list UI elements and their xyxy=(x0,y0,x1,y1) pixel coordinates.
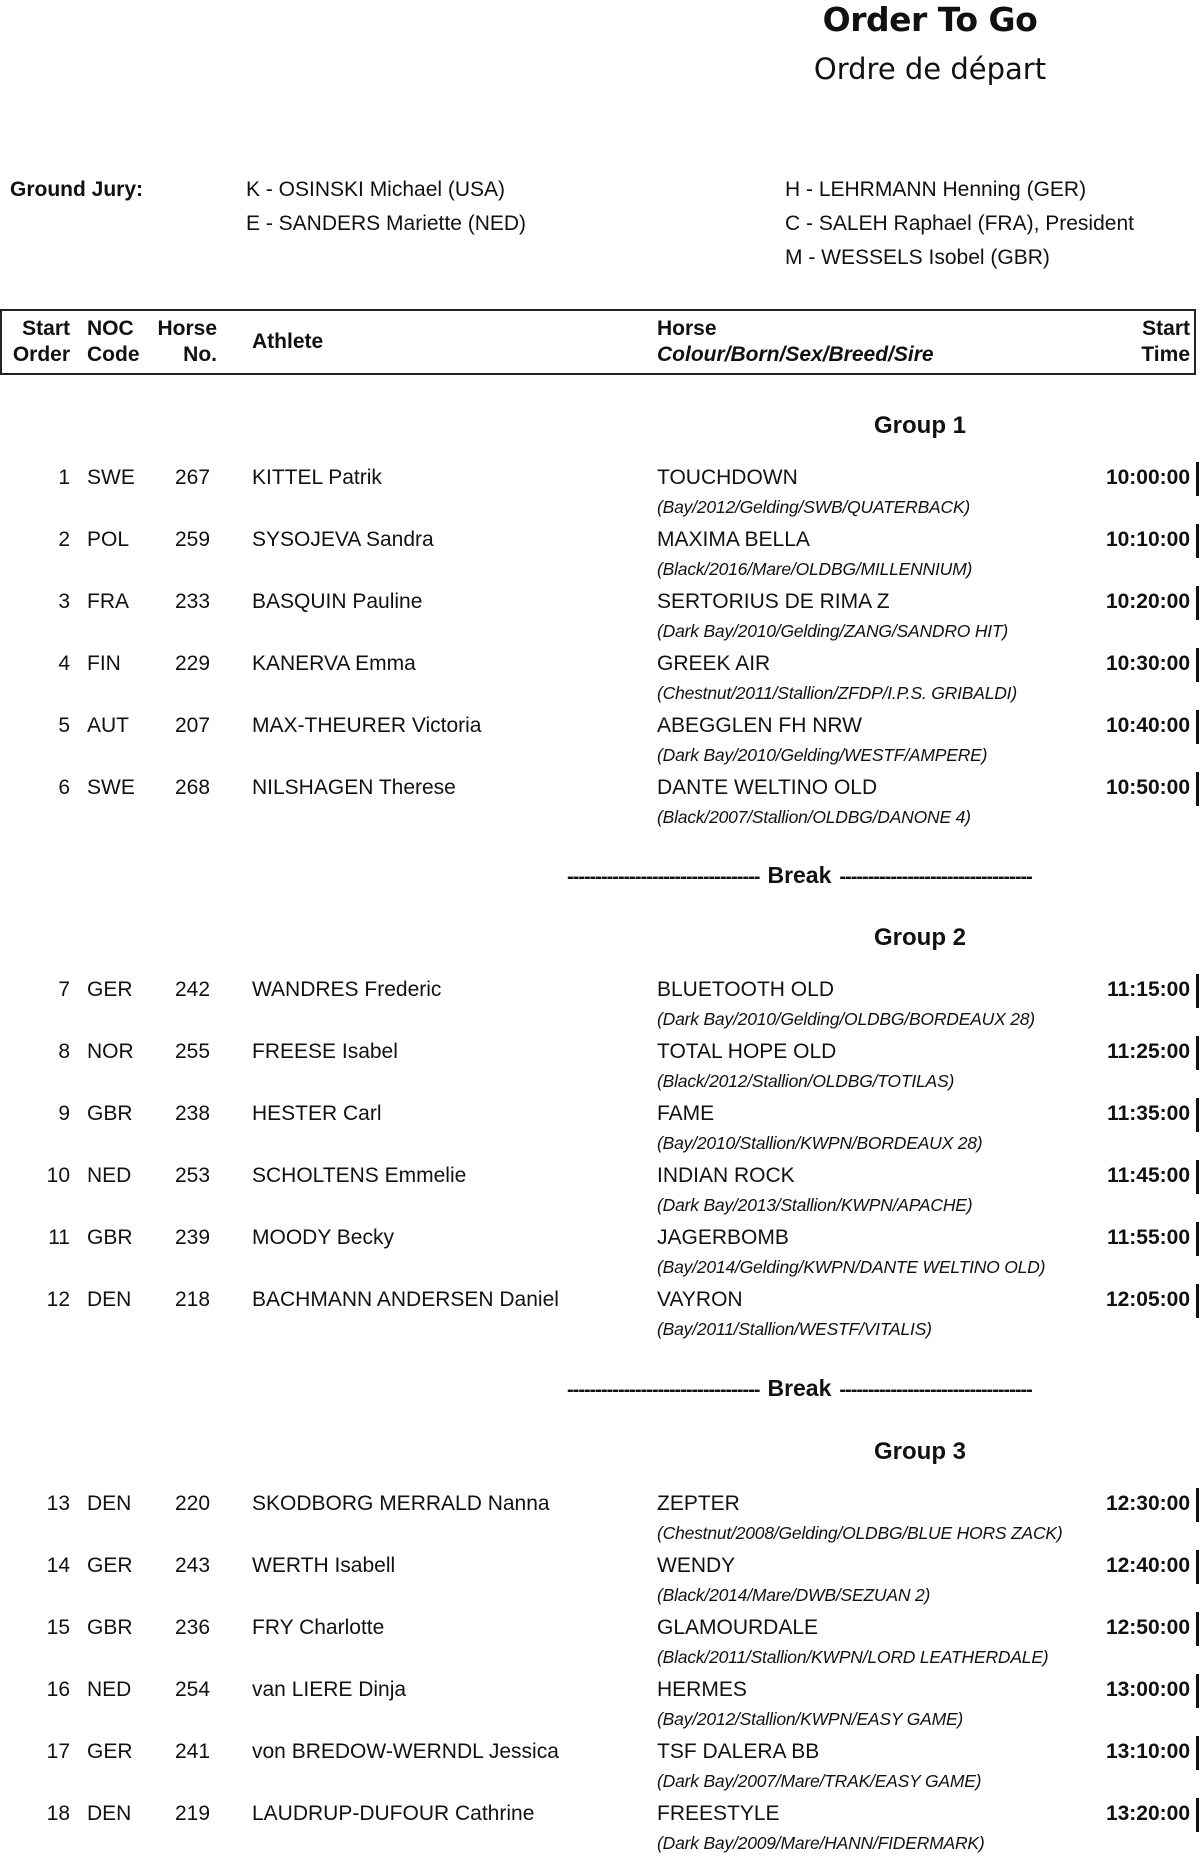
horse-number: 259 xyxy=(175,528,211,551)
horse-name: FREESTYLE xyxy=(657,1802,780,1825)
athlete-name: BASQUIN Pauline xyxy=(252,590,423,613)
break-dashes: ---------------------------------- xyxy=(567,866,760,888)
break-dashes: ---------------------------------- xyxy=(839,866,1032,888)
start-order: 16 xyxy=(46,1678,70,1701)
horse-details: (Chestnut/2011/Stallion/ZFDP/I.P.S. GRIBALDI) xyxy=(657,683,1017,703)
athlete-name: SKODBORG MERRALD Nanna xyxy=(252,1492,550,1515)
row-marker-bar xyxy=(1196,1798,1199,1832)
start-list-row xyxy=(0,528,1200,590)
athlete-name: LAUDRUP-DUFOUR Cathrine xyxy=(252,1802,535,1825)
noc-code: SWE xyxy=(87,776,135,799)
start-time: 12:05:00 xyxy=(1105,1288,1190,1311)
jury-member: M - WESSELS Isobel (GBR) xyxy=(785,246,1050,269)
athlete-name: von BREDOW-WERNDL Jessica xyxy=(252,1740,559,1763)
page-title: Order To Go xyxy=(822,0,1038,39)
noc-code: GBR xyxy=(87,1616,133,1639)
column-header-line: Horse xyxy=(657,317,717,340)
jury-member: C - SALEH Raphael (FRA), President xyxy=(785,212,1134,235)
row-marker-bar xyxy=(1196,1098,1199,1132)
horse-number: 253 xyxy=(175,1164,211,1187)
column-header-start-time xyxy=(1141,316,1190,368)
horse-number: 241 xyxy=(175,1740,211,1763)
start-list-row xyxy=(0,1226,1200,1288)
horse-name: JAGERBOMB xyxy=(657,1226,789,1249)
horse-name: WENDY xyxy=(657,1554,736,1577)
break-label: Break xyxy=(767,862,832,888)
athlete-name: van LIERE Dinja xyxy=(252,1678,407,1701)
athlete-name: SYSOJEVA Sandra xyxy=(252,528,434,551)
start-list-row xyxy=(0,1678,1200,1740)
noc-code: SWE xyxy=(87,466,135,489)
break-divider xyxy=(567,862,1200,889)
horse-details: (Black/2007/Stallion/OLDBG/DANONE 4) xyxy=(657,807,971,827)
start-list-row xyxy=(0,1740,1200,1802)
column-header-line: No. xyxy=(183,343,217,366)
start-order: 11 xyxy=(48,1226,70,1249)
start-order: 13 xyxy=(46,1492,70,1515)
horse-name: ABEGGLEN FH NRW xyxy=(657,714,862,737)
start-time: 13:20:00 xyxy=(1105,1802,1190,1825)
row-marker-bar xyxy=(1196,648,1199,682)
start-time: 11:55:00 xyxy=(1107,1226,1190,1249)
group-label: Group 2 xyxy=(873,924,966,951)
horse-details: (Chestnut/2008/Gelding/OLDBG/BLUE HORS ZACK) xyxy=(657,1523,1063,1543)
noc-code: NED xyxy=(87,1678,132,1701)
horse-details: (Dark Bay/2009/Mare/HANN/FIDERMARK) xyxy=(657,1833,985,1853)
start-order: 2 xyxy=(58,528,70,551)
start-order: 4 xyxy=(58,652,70,675)
horse-number: 254 xyxy=(175,1678,211,1701)
horse-number: 219 xyxy=(175,1802,211,1825)
start-time: 10:20:00 xyxy=(1105,590,1190,613)
noc-code: DEN xyxy=(87,1288,132,1311)
start-time: 10:50:00 xyxy=(1105,776,1190,799)
row-marker-bar xyxy=(1196,1036,1199,1070)
column-header-start-order xyxy=(13,316,70,368)
page-subtitle: Ordre de départ xyxy=(813,52,1047,86)
horse-details: (Dark Bay/2007/Mare/TRAK/EASY GAME) xyxy=(657,1771,982,1791)
column-header-line: Start xyxy=(1142,317,1190,340)
athlete-name: WERTH Isabell xyxy=(252,1554,396,1577)
start-time: 12:40:00 xyxy=(1105,1554,1190,1577)
start-time: 11:45:00 xyxy=(1107,1164,1190,1187)
horse-number: 238 xyxy=(175,1102,211,1125)
horse-details: (Dark Bay/2010/Gelding/WESTF/AMPERE) xyxy=(657,745,988,765)
horse-details: (Dark Bay/2013/Stallion/KWPN/APACHE) xyxy=(657,1195,973,1215)
start-order: 5 xyxy=(58,714,70,737)
start-time: 11:25:00 xyxy=(1107,1040,1190,1063)
jury-member: H - LEHRMANN Henning (GER) xyxy=(785,178,1087,201)
horse-details: (Dark Bay/2010/Gelding/ZANG/SANDRO HIT) xyxy=(657,621,1009,641)
start-time: 11:15:00 xyxy=(1107,978,1190,1001)
start-list-row xyxy=(0,1802,1200,1864)
start-list-row xyxy=(0,776,1200,838)
start-list-row xyxy=(0,652,1200,714)
row-marker-bar xyxy=(1196,1550,1199,1584)
athlete-name: HESTER Carl xyxy=(252,1102,382,1125)
start-order: 17 xyxy=(46,1740,70,1763)
noc-code: NED xyxy=(87,1164,132,1187)
noc-code: GBR xyxy=(87,1102,133,1125)
horse-name: DANTE WELTINO OLD xyxy=(657,776,878,799)
athlete-name: MOODY Becky xyxy=(252,1226,394,1249)
column-header-line: Code xyxy=(87,343,140,366)
column-header-noc-code xyxy=(87,316,140,368)
horse-number: 267 xyxy=(175,466,211,489)
start-order: 3 xyxy=(58,590,70,613)
row-marker-bar xyxy=(1196,1284,1199,1318)
ground-jury-label: Ground Jury: xyxy=(10,178,144,201)
start-time: 13:10:00 xyxy=(1105,1740,1190,1763)
start-time: 12:50:00 xyxy=(1105,1616,1190,1639)
column-header-line: Time xyxy=(1141,343,1190,366)
row-marker-bar xyxy=(1196,586,1199,620)
start-order: 18 xyxy=(46,1802,70,1825)
athlete-name: SCHOLTENS Emmelie xyxy=(252,1164,467,1187)
noc-code: AUT xyxy=(87,714,129,737)
break-divider xyxy=(567,1375,1200,1402)
horse-number: 236 xyxy=(175,1616,211,1639)
horse-name: TOUCHDOWN xyxy=(657,466,798,489)
start-list-row xyxy=(0,1040,1200,1102)
horse-name: INDIAN ROCK xyxy=(657,1164,795,1187)
athlete-name: KITTEL Patrik xyxy=(252,466,382,489)
horse-details: (Black/2016/Mare/OLDBG/MILLENNIUM) xyxy=(657,559,973,579)
column-header-line: Order xyxy=(12,343,70,366)
row-marker-bar xyxy=(1196,772,1199,806)
athlete-name: WANDRES Frederic xyxy=(252,978,442,1001)
start-order: 9 xyxy=(58,1102,70,1125)
row-marker-bar xyxy=(1196,1736,1199,1770)
start-order: 1 xyxy=(58,466,70,489)
start-list-row xyxy=(0,1492,1200,1554)
column-header-horse-no xyxy=(157,316,217,368)
row-marker-bar xyxy=(1196,1488,1199,1522)
start-time: 12:30:00 xyxy=(1105,1492,1190,1515)
horse-name: SERTORIUS DE RIMA Z xyxy=(657,590,890,613)
horse-number: 268 xyxy=(175,776,211,799)
noc-code: NOR xyxy=(87,1040,134,1063)
horse-number: 239 xyxy=(175,1226,211,1249)
start-order: 12 xyxy=(46,1288,70,1311)
horse-name: VAYRON xyxy=(657,1288,743,1311)
horse-details: (Bay/2014/Gelding/KWPN/DANTE WELTINO OLD) xyxy=(657,1257,1046,1277)
row-marker-bar xyxy=(1196,710,1199,744)
horse-number: 255 xyxy=(175,1040,211,1063)
noc-code: GER xyxy=(87,1554,133,1577)
horse-details: (Bay/2011/Stallion/WESTF/VITALIS) xyxy=(657,1319,932,1339)
start-order: 6 xyxy=(58,776,70,799)
athlete-name: MAX-THEURER Victoria xyxy=(252,714,482,737)
athlete-name: FRY Charlotte xyxy=(252,1616,385,1639)
noc-code: GER xyxy=(87,978,133,1001)
horse-name: TSF DALERA BB xyxy=(657,1740,820,1763)
horse-name: TOTAL HOPE OLD xyxy=(657,1040,837,1063)
start-order: 14 xyxy=(46,1554,70,1577)
start-list-row xyxy=(0,1164,1200,1226)
start-list-row xyxy=(0,1102,1200,1164)
start-time: 10:30:00 xyxy=(1105,652,1190,675)
group-label: Group 1 xyxy=(873,412,966,439)
noc-code: FRA xyxy=(87,590,129,613)
column-header-line: Horse xyxy=(157,317,217,340)
break-label: Break xyxy=(767,1375,832,1401)
horse-name: FAME xyxy=(657,1102,715,1125)
horse-name: BLUETOOTH OLD xyxy=(657,978,834,1001)
horse-details: (Bay/2010/Stallion/KWPN/BORDEAUX 28) xyxy=(657,1133,983,1153)
jury-member: K - OSINSKI Michael (USA) xyxy=(246,178,506,201)
row-marker-bar xyxy=(1196,1160,1199,1194)
athlete-name: KANERVA Emma xyxy=(252,652,416,675)
column-header-athlete: Athlete xyxy=(252,330,324,353)
start-list-row xyxy=(0,1616,1200,1678)
start-order: 10 xyxy=(46,1164,70,1187)
row-marker-bar xyxy=(1196,974,1199,1008)
start-list-row xyxy=(0,978,1200,1040)
start-order: 7 xyxy=(58,978,70,1001)
start-order: 8 xyxy=(58,1040,70,1063)
start-time: 10:00:00 xyxy=(1105,466,1190,489)
horse-details: (Bay/2012/Stallion/KWPN/EASY GAME) xyxy=(657,1709,964,1729)
horse-number: 233 xyxy=(175,590,211,613)
athlete-name: FREESE Isabel xyxy=(252,1040,398,1063)
noc-code: POL xyxy=(87,528,130,551)
row-marker-bar xyxy=(1196,524,1199,558)
start-list-row xyxy=(0,466,1200,528)
horse-name: MAXIMA BELLA xyxy=(657,528,810,551)
column-header-horse xyxy=(657,316,934,368)
horse-number: 220 xyxy=(175,1492,211,1515)
horse-details: (Bay/2012/Gelding/SWB/QUATERBACK) xyxy=(657,497,971,517)
athlete-name: NILSHAGEN Therese xyxy=(252,776,456,799)
start-time: 10:40:00 xyxy=(1105,714,1190,737)
row-marker-bar xyxy=(1196,1222,1199,1256)
horse-name: HERMES xyxy=(657,1678,747,1701)
horse-details: (Black/2011/Stallion/KWPN/LORD LEATHERDALE) xyxy=(657,1647,1049,1667)
start-time: 13:00:00 xyxy=(1105,1678,1190,1701)
row-marker-bar xyxy=(1196,1674,1199,1708)
column-header-line: Start xyxy=(22,317,70,340)
horse-name: GREEK AIR xyxy=(657,652,771,675)
jury-member: E - SANDERS Mariette (NED) xyxy=(246,212,527,235)
horse-number: 218 xyxy=(175,1288,211,1311)
noc-code: FIN xyxy=(87,652,121,675)
row-marker-bar xyxy=(1196,462,1199,496)
horse-details: (Black/2012/Stallion/OLDBG/TOTILAS) xyxy=(657,1071,955,1091)
start-time: 11:35:00 xyxy=(1107,1102,1190,1125)
horse-name: ZEPTER xyxy=(657,1492,740,1515)
start-list-row xyxy=(0,714,1200,776)
horse-details: (Black/2014/Mare/DWB/SEZUAN 2) xyxy=(657,1585,931,1605)
start-order: 15 xyxy=(46,1616,70,1639)
athlete-name: BACHMANN ANDERSEN Daniel xyxy=(252,1288,559,1311)
noc-code: DEN xyxy=(87,1492,132,1515)
horse-number: 242 xyxy=(175,978,211,1001)
horse-number: 243 xyxy=(175,1554,211,1577)
noc-code: GBR xyxy=(87,1226,133,1249)
column-header-line: NOC xyxy=(87,317,134,340)
row-marker-bar xyxy=(1196,1612,1199,1646)
horse-number: 207 xyxy=(175,714,211,737)
start-list-row xyxy=(0,590,1200,652)
column-header-line: Colour/Born/Sex/Breed/Sire xyxy=(657,343,934,366)
break-dashes: ---------------------------------- xyxy=(567,1379,760,1401)
start-list-row xyxy=(0,1554,1200,1616)
horse-number: 229 xyxy=(175,652,211,675)
horse-details: (Dark Bay/2010/Gelding/OLDBG/BORDEAUX 28) xyxy=(657,1009,1035,1029)
horse-name: GLAMOURDALE xyxy=(657,1616,819,1639)
noc-code: GER xyxy=(87,1740,133,1763)
start-time: 10:10:00 xyxy=(1105,528,1190,551)
start-list-row xyxy=(0,1288,1200,1350)
group-label: Group 3 xyxy=(873,1438,966,1465)
break-dashes: ---------------------------------- xyxy=(839,1379,1032,1401)
noc-code: DEN xyxy=(87,1802,132,1825)
